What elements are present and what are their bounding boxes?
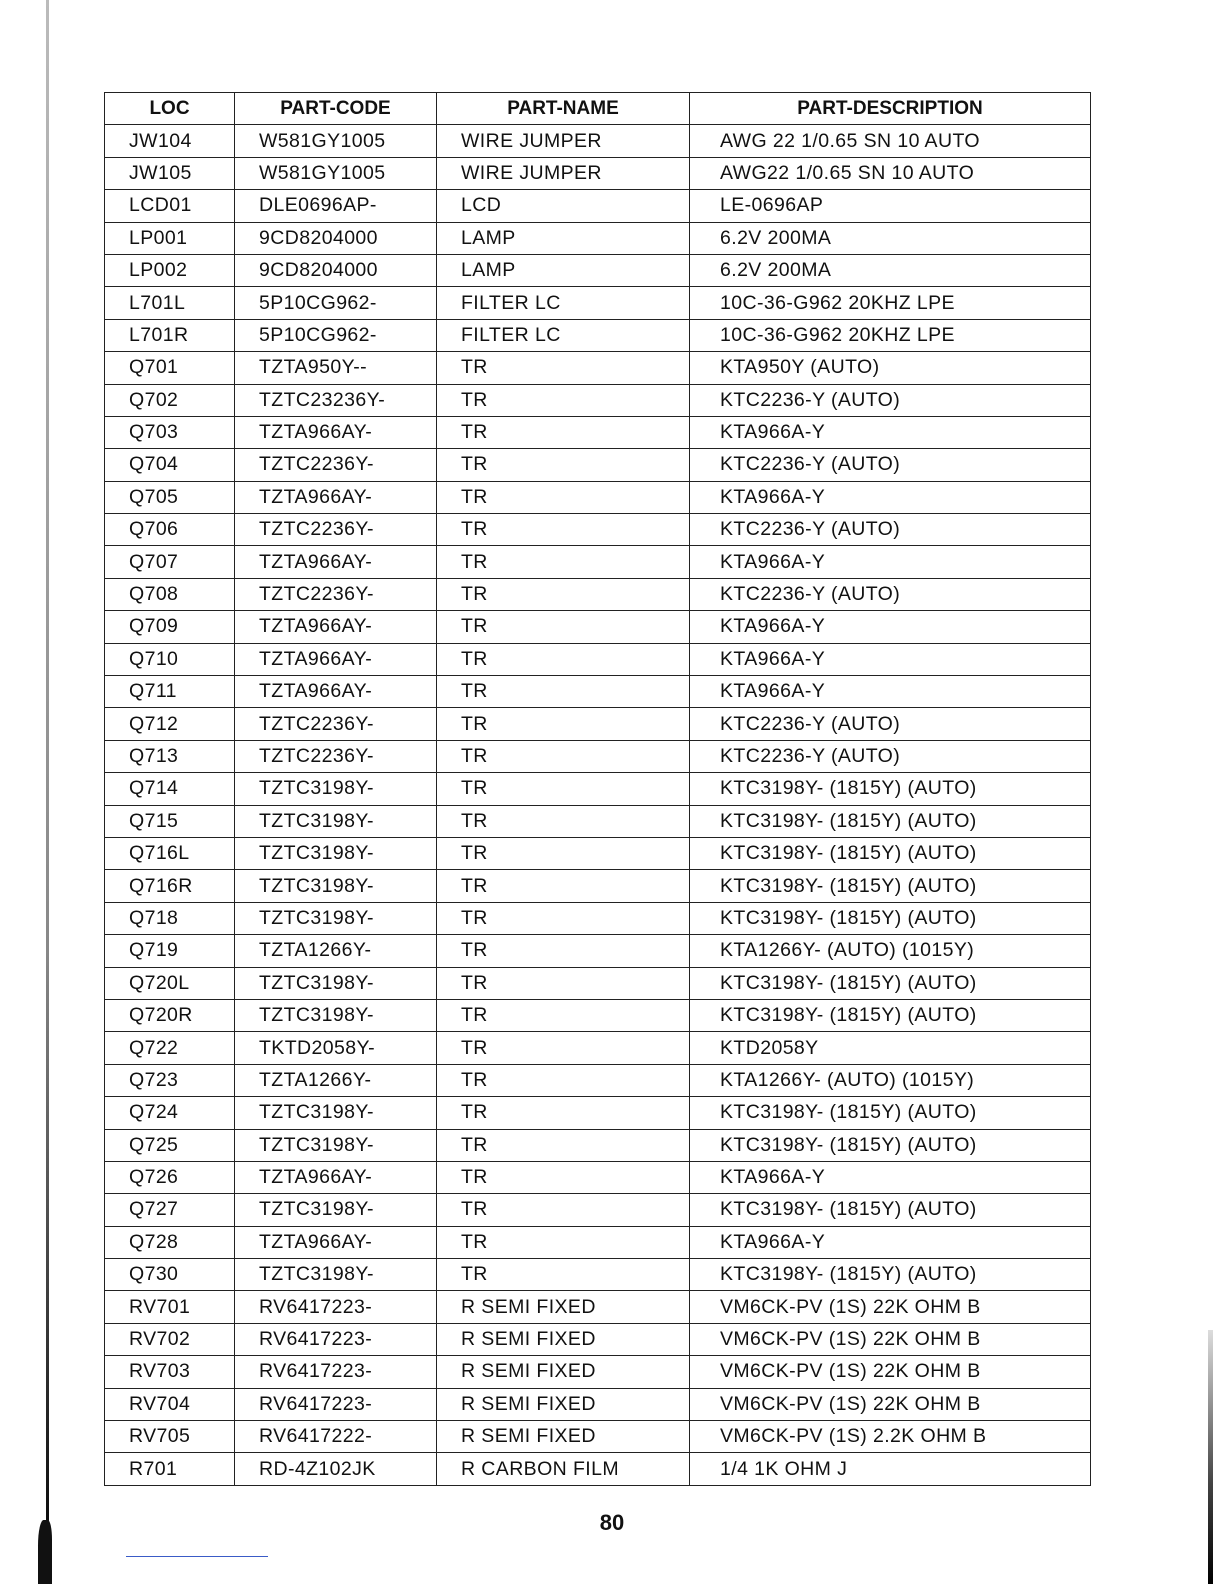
cell-loc: Q714 — [105, 773, 235, 805]
cell-loc: Q720R — [105, 999, 235, 1031]
cell-loc: Q724 — [105, 1097, 235, 1129]
table-row — [105, 287, 1091, 319]
cell-part-name: R SEMI FIXED — [437, 1421, 690, 1453]
cell-part-description: KTC3198Y- (1815Y) (AUTO) — [690, 999, 1091, 1031]
cell-part-description: KTC3198Y- (1815Y) (AUTO) — [690, 1259, 1091, 1291]
cell-part-description: KTA966A-Y — [690, 1226, 1091, 1258]
cell-part-code: TZTC3198Y- — [235, 837, 437, 869]
cell-part-code: TZTA966AY- — [235, 416, 437, 448]
cell-part-name: TR — [437, 805, 690, 837]
cell-part-code: RV6417223- — [235, 1323, 437, 1355]
cell-part-name: LCD — [437, 190, 690, 222]
table-row — [105, 546, 1091, 578]
cell-part-name: FILTER LC — [437, 319, 690, 351]
cell-part-code: RV6417223- — [235, 1388, 437, 1420]
cell-loc: Q710 — [105, 643, 235, 675]
cell-loc: RV705 — [105, 1421, 235, 1453]
cell-part-code: TZTA966AY- — [235, 1161, 437, 1193]
cell-part-description: KTC2236-Y (AUTO) — [690, 708, 1091, 740]
cell-part-code: TZTC2236Y- — [235, 708, 437, 740]
cell-part-code: TZTA966AY- — [235, 643, 437, 675]
cell-part-code: RV6417223- — [235, 1291, 437, 1323]
cell-part-name: TR — [437, 837, 690, 869]
table-row — [105, 1064, 1091, 1096]
cell-part-description: LE-0696AP — [690, 190, 1091, 222]
cell-loc: Q718 — [105, 902, 235, 934]
table-row — [105, 837, 1091, 869]
table-row — [105, 1356, 1091, 1388]
cell-loc: Q702 — [105, 384, 235, 416]
cell-part-description: VM6CK-PV (1S) 22K OHM B — [690, 1356, 1091, 1388]
cell-part-name: TR — [437, 870, 690, 902]
cell-loc: Q707 — [105, 546, 235, 578]
table-row — [105, 643, 1091, 675]
cell-part-code: 5P10CG962- — [235, 287, 437, 319]
cell-loc: Q704 — [105, 449, 235, 481]
table-row — [105, 1129, 1091, 1161]
cell-part-code: W581GY1005 — [235, 125, 437, 157]
table-row — [105, 1421, 1091, 1453]
cell-part-name: TR — [437, 384, 690, 416]
cell-part-code: TKTD2058Y- — [235, 1032, 437, 1064]
table-row — [105, 1388, 1091, 1420]
cell-part-description: KTA1266Y- (AUTO) (1015Y) — [690, 935, 1091, 967]
table-row — [105, 384, 1091, 416]
cell-part-description: KTC3198Y- (1815Y) (AUTO) — [690, 837, 1091, 869]
table-row — [105, 254, 1091, 286]
cell-part-code: TZTA966AY- — [235, 481, 437, 513]
cell-part-code: TZTC2236Y- — [235, 514, 437, 546]
cell-part-code: TZTA966AY- — [235, 1226, 437, 1258]
cell-part-name: TR — [437, 1097, 690, 1129]
table-row — [105, 416, 1091, 448]
table-header-row — [105, 93, 1091, 125]
cell-part-description: 6.2V 200MA — [690, 222, 1091, 254]
cell-loc: RV701 — [105, 1291, 235, 1323]
table-row — [105, 870, 1091, 902]
table-row — [105, 999, 1091, 1031]
cell-part-name: TR — [437, 546, 690, 578]
cell-part-name: TR — [437, 449, 690, 481]
cell-loc: Q726 — [105, 1161, 235, 1193]
cell-part-description: KTC3198Y- (1815Y) (AUTO) — [690, 773, 1091, 805]
cell-part-name: TR — [437, 352, 690, 384]
table-row — [105, 449, 1091, 481]
cell-part-description: KTC3198Y- (1815Y) (AUTO) — [690, 902, 1091, 934]
cell-part-description: KTC2236-Y (AUTO) — [690, 740, 1091, 772]
cell-loc: RV702 — [105, 1323, 235, 1355]
cell-loc: Q722 — [105, 1032, 235, 1064]
cell-part-name: TR — [437, 578, 690, 610]
cell-part-description: KTC2236-Y (AUTO) — [690, 384, 1091, 416]
table-row — [105, 1259, 1091, 1291]
cell-part-description: VM6CK-PV (1S) 22K OHM B — [690, 1291, 1091, 1323]
table-row — [105, 514, 1091, 546]
table-row — [105, 125, 1091, 157]
cell-part-name: TR — [437, 773, 690, 805]
cell-part-name: TR — [437, 643, 690, 675]
cell-part-code: TZTC3198Y- — [235, 967, 437, 999]
cell-part-name: R CARBON FILM — [437, 1453, 690, 1485]
cell-loc: Q716L — [105, 837, 235, 869]
table-row — [105, 676, 1091, 708]
table-row — [105, 352, 1091, 384]
cell-loc: Q730 — [105, 1259, 235, 1291]
table-row — [105, 222, 1091, 254]
cell-part-name: WIRE JUMPER — [437, 157, 690, 189]
cell-part-code: TZTC2236Y- — [235, 449, 437, 481]
cell-part-code: TZTC3198Y- — [235, 805, 437, 837]
table-row — [105, 967, 1091, 999]
cell-loc: Q725 — [105, 1129, 235, 1161]
cell-part-code: 9CD8204000 — [235, 254, 437, 286]
table-row — [105, 157, 1091, 189]
cell-part-description: VM6CK-PV (1S) 22K OHM B — [690, 1388, 1091, 1420]
table-row — [105, 1032, 1091, 1064]
cell-part-description: VM6CK-PV (1S) 22K OHM B — [690, 1323, 1091, 1355]
cell-part-code: TZTC3198Y- — [235, 999, 437, 1031]
table-row — [105, 805, 1091, 837]
cell-part-name: FILTER LC — [437, 287, 690, 319]
cell-part-name: TR — [437, 481, 690, 513]
cell-part-description: KTA950Y (AUTO) — [690, 352, 1091, 384]
cell-part-code: TZTC23236Y- — [235, 384, 437, 416]
cell-part-code: TZTA966AY- — [235, 676, 437, 708]
cell-loc: Q719 — [105, 935, 235, 967]
cell-loc: Q712 — [105, 708, 235, 740]
cell-part-code: TZTA1266Y- — [235, 1064, 437, 1096]
cell-part-description: AWG22 1/0.65 SN 10 AUTO — [690, 157, 1091, 189]
cell-part-description: VM6CK-PV (1S) 2.2K OHM B — [690, 1421, 1091, 1453]
cell-part-code: TZTC3198Y- — [235, 1129, 437, 1161]
cell-part-description: KTC3198Y- (1815Y) (AUTO) — [690, 1097, 1091, 1129]
cell-loc: Q706 — [105, 514, 235, 546]
cell-loc: Q715 — [105, 805, 235, 837]
cell-loc: L701R — [105, 319, 235, 351]
table-row — [105, 773, 1091, 805]
cell-loc: Q711 — [105, 676, 235, 708]
table-row — [105, 935, 1091, 967]
cell-part-name: TR — [437, 1259, 690, 1291]
parts-table-body — [105, 125, 1091, 1485]
scan-edge-right — [1208, 1330, 1213, 1584]
cell-part-description: 1/4 1K OHM J — [690, 1453, 1091, 1485]
cell-part-description: KTC3198Y- (1815Y) (AUTO) — [690, 1194, 1091, 1226]
cell-part-code: TZTC2236Y- — [235, 578, 437, 610]
cell-loc: Q723 — [105, 1064, 235, 1096]
cell-part-name: TR — [437, 967, 690, 999]
cell-loc: Q728 — [105, 1226, 235, 1258]
cell-part-description: KTD2058Y — [690, 1032, 1091, 1064]
cell-loc: Q727 — [105, 1194, 235, 1226]
page-number: 80 — [599, 1510, 625, 1535]
table-row — [105, 1097, 1091, 1129]
cell-part-description: KTA966A-Y — [690, 416, 1091, 448]
cell-loc: L701L — [105, 287, 235, 319]
cell-part-description: KTA966A-Y — [690, 676, 1091, 708]
cell-part-code: 9CD8204000 — [235, 222, 437, 254]
cell-part-code: TZTA1266Y- — [235, 935, 437, 967]
cell-part-code: TZTA966AY- — [235, 546, 437, 578]
cell-part-description: KTA966A-Y — [690, 546, 1091, 578]
cell-part-description: KTC3198Y- (1815Y) (AUTO) — [690, 1129, 1091, 1161]
cell-part-description: KTC2236-Y (AUTO) — [690, 578, 1091, 610]
cell-part-name: TR — [437, 935, 690, 967]
cell-loc: Q708 — [105, 578, 235, 610]
cell-part-code: TZTC3198Y- — [235, 870, 437, 902]
cell-part-description: 10C-36-G962 20KHZ LPE — [690, 287, 1091, 319]
cell-part-name: TR — [437, 708, 690, 740]
table-row — [105, 578, 1091, 610]
cell-part-code: RD-4Z102JK — [235, 1453, 437, 1485]
cell-part-description: KTA966A-Y — [690, 481, 1091, 513]
cell-part-description: KTA966A-Y — [690, 611, 1091, 643]
cell-loc: Q716R — [105, 870, 235, 902]
header-part-code: PART-CODE — [235, 93, 437, 125]
cell-part-name: LAMP — [437, 222, 690, 254]
cell-loc: RV704 — [105, 1388, 235, 1420]
cell-loc: Q703 — [105, 416, 235, 448]
cell-loc: JW105 — [105, 157, 235, 189]
table-row — [105, 1291, 1091, 1323]
header-part-description: PART-DESCRIPTION — [690, 93, 1091, 125]
cell-part-name: R SEMI FIXED — [437, 1323, 690, 1355]
cell-part-name: TR — [437, 902, 690, 934]
cell-loc: LCD01 — [105, 190, 235, 222]
cell-part-description: KTC3198Y- (1815Y) (AUTO) — [690, 870, 1091, 902]
cell-part-name: TR — [437, 1032, 690, 1064]
cell-loc: JW104 — [105, 125, 235, 157]
cell-part-name: TR — [437, 1194, 690, 1226]
cell-part-code: DLE0696AP- — [235, 190, 437, 222]
cell-part-code: TZTC3198Y- — [235, 1259, 437, 1291]
table-row — [105, 902, 1091, 934]
cell-part-description: KTA1266Y- (AUTO) (1015Y) — [690, 1064, 1091, 1096]
cell-loc: Q705 — [105, 481, 235, 513]
cell-part-description: AWG 22 1/0.65 SN 10 AUTO — [690, 125, 1091, 157]
table-row — [105, 1161, 1091, 1193]
cell-loc: RV703 — [105, 1356, 235, 1388]
cell-part-name: R SEMI FIXED — [437, 1356, 690, 1388]
cell-loc: Q720L — [105, 967, 235, 999]
parts-list-table — [104, 92, 1091, 1486]
cell-part-code: RV6417223- — [235, 1356, 437, 1388]
footer-rule — [126, 1556, 268, 1557]
cell-part-name: LAMP — [437, 254, 690, 286]
cell-part-name: TR — [437, 611, 690, 643]
table-row — [105, 190, 1091, 222]
cell-part-name: R SEMI FIXED — [437, 1291, 690, 1323]
table-row — [105, 481, 1091, 513]
cell-part-description: KTC2236-Y (AUTO) — [690, 514, 1091, 546]
cell-part-name: TR — [437, 1226, 690, 1258]
cell-loc: Q713 — [105, 740, 235, 772]
cell-part-description: KTC3198Y- (1815Y) (AUTO) — [690, 967, 1091, 999]
table-row — [105, 611, 1091, 643]
table-row — [105, 1323, 1091, 1355]
cell-part-name: TR — [437, 1064, 690, 1096]
cell-part-code: TZTC3198Y- — [235, 773, 437, 805]
cell-part-description: 10C-36-G962 20KHZ LPE — [690, 319, 1091, 351]
cell-part-name: TR — [437, 416, 690, 448]
cell-part-code: TZTC3198Y- — [235, 902, 437, 934]
scan-edge-left — [46, 0, 49, 1584]
table-row — [105, 1194, 1091, 1226]
cell-part-code: TZTA950Y-- — [235, 352, 437, 384]
cell-part-name: TR — [437, 676, 690, 708]
cell-part-description: KTC3198Y- (1815Y) (AUTO) — [690, 805, 1091, 837]
cell-part-name: TR — [437, 1129, 690, 1161]
cell-part-name: TR — [437, 999, 690, 1031]
table-row — [105, 740, 1091, 772]
cell-part-description: KTA966A-Y — [690, 643, 1091, 675]
cell-loc: Q701 — [105, 352, 235, 384]
cell-part-code: 5P10CG962- — [235, 319, 437, 351]
cell-part-code: TZTC3198Y- — [235, 1194, 437, 1226]
cell-loc: Q709 — [105, 611, 235, 643]
cell-loc: LP001 — [105, 222, 235, 254]
table-row — [105, 1453, 1091, 1485]
cell-part-description: KTC2236-Y (AUTO) — [690, 449, 1091, 481]
cell-part-name: R SEMI FIXED — [437, 1388, 690, 1420]
cell-part-code: TZTA966AY- — [235, 611, 437, 643]
cell-part-code: TZTC3198Y- — [235, 1097, 437, 1129]
cell-part-code: RV6417222- — [235, 1421, 437, 1453]
cell-part-name: WIRE JUMPER — [437, 125, 690, 157]
header-part-name: PART-NAME — [437, 93, 690, 125]
cell-part-description: 6.2V 200MA — [690, 254, 1091, 286]
table-row — [105, 708, 1091, 740]
cell-part-name: TR — [437, 514, 690, 546]
header-loc: LOC — [105, 93, 235, 125]
table-row — [105, 1226, 1091, 1258]
cell-loc: LP002 — [105, 254, 235, 286]
table-row — [105, 319, 1091, 351]
cell-loc: R701 — [105, 1453, 235, 1485]
cell-part-name: TR — [437, 1161, 690, 1193]
cell-part-code: TZTC2236Y- — [235, 740, 437, 772]
cell-part-name: TR — [437, 740, 690, 772]
cell-part-code: W581GY1005 — [235, 157, 437, 189]
cell-part-description: KTA966A-Y — [690, 1161, 1091, 1193]
